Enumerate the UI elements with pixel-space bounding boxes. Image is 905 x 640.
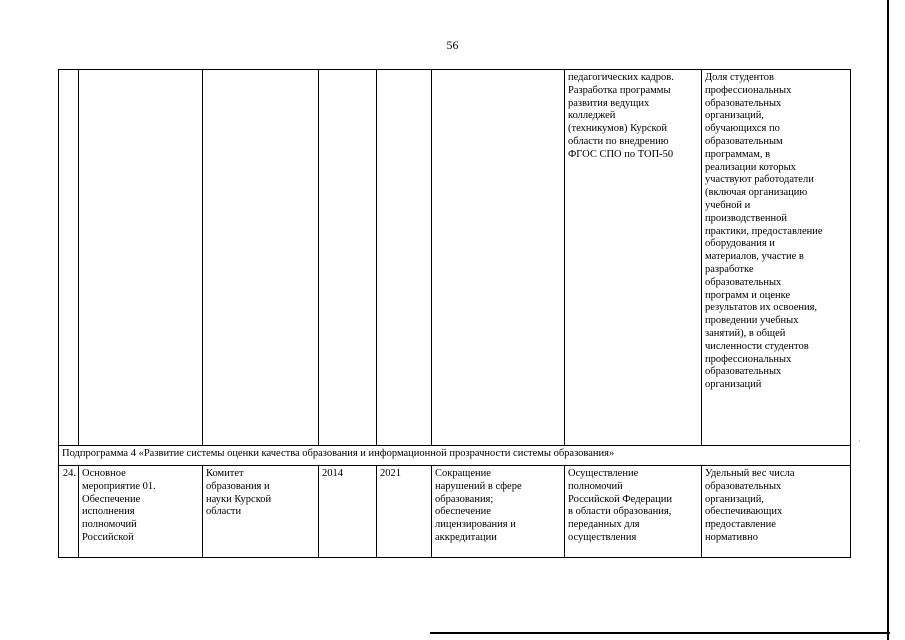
cell-responsible-empty xyxy=(203,70,319,446)
scan-edge-right xyxy=(887,0,889,640)
scan-edge-bottom xyxy=(430,632,890,634)
scan-speck: · xyxy=(858,437,861,446)
table-row-continued xyxy=(59,70,851,446)
cell-responsible: Комитет образования и науки Курской области xyxy=(203,466,319,558)
cell-end-year: 2021 xyxy=(377,466,432,558)
cell-indicator: Удельный вес числа образовательных организаций, обеспечивающих предоставление нормативно xyxy=(702,466,851,558)
row-number: 24. xyxy=(59,466,79,558)
cell-result-empty xyxy=(432,70,565,446)
cell-measure: Основное мероприятие 01. Обеспечение исполнения полномочий Российской xyxy=(79,466,203,558)
subprogram-heading-row xyxy=(59,446,851,466)
table-row-24 xyxy=(59,466,851,558)
cell-num-empty xyxy=(59,70,79,446)
program-table xyxy=(58,69,851,558)
cell-start-empty xyxy=(319,70,377,446)
subprogram-title: Подпрограмма 4 «Развитие системы оценки качества образования и информационной прозрачности системы образования» xyxy=(59,446,851,466)
cell-expected-result: Сокращение нарушений в сфере образования; обеспечение лицензирования и аккредитации xyxy=(432,466,565,558)
cell-action-description: педагогических кадров. Разработка программы развития ведущих колледжей (техникумов) Курской области по внедрению ФГОС СПО по ТОП-50 xyxy=(565,70,702,446)
cell-measure-empty xyxy=(79,70,203,446)
page-number: 56 xyxy=(446,38,459,52)
cell-start-year: 2014 xyxy=(319,466,377,558)
cell-end-empty xyxy=(377,70,432,446)
cell-indicator: Доля студентов профессиональных образовательных организаций, обучающихся по образовательным программам, в реализации которых участвуют работодатели (включая организацию учебной и производственной практики, предоставление оборудования и материалов, участие в разработке образовательных программ и оценке результатов их освоения, проведении учебных занятий), в общей численности студентов профессиональных образовательных организаций xyxy=(702,70,851,446)
cell-action-description: Осуществление полномочий Российской Федерации в области образования, переданных для осуществления xyxy=(565,466,702,558)
